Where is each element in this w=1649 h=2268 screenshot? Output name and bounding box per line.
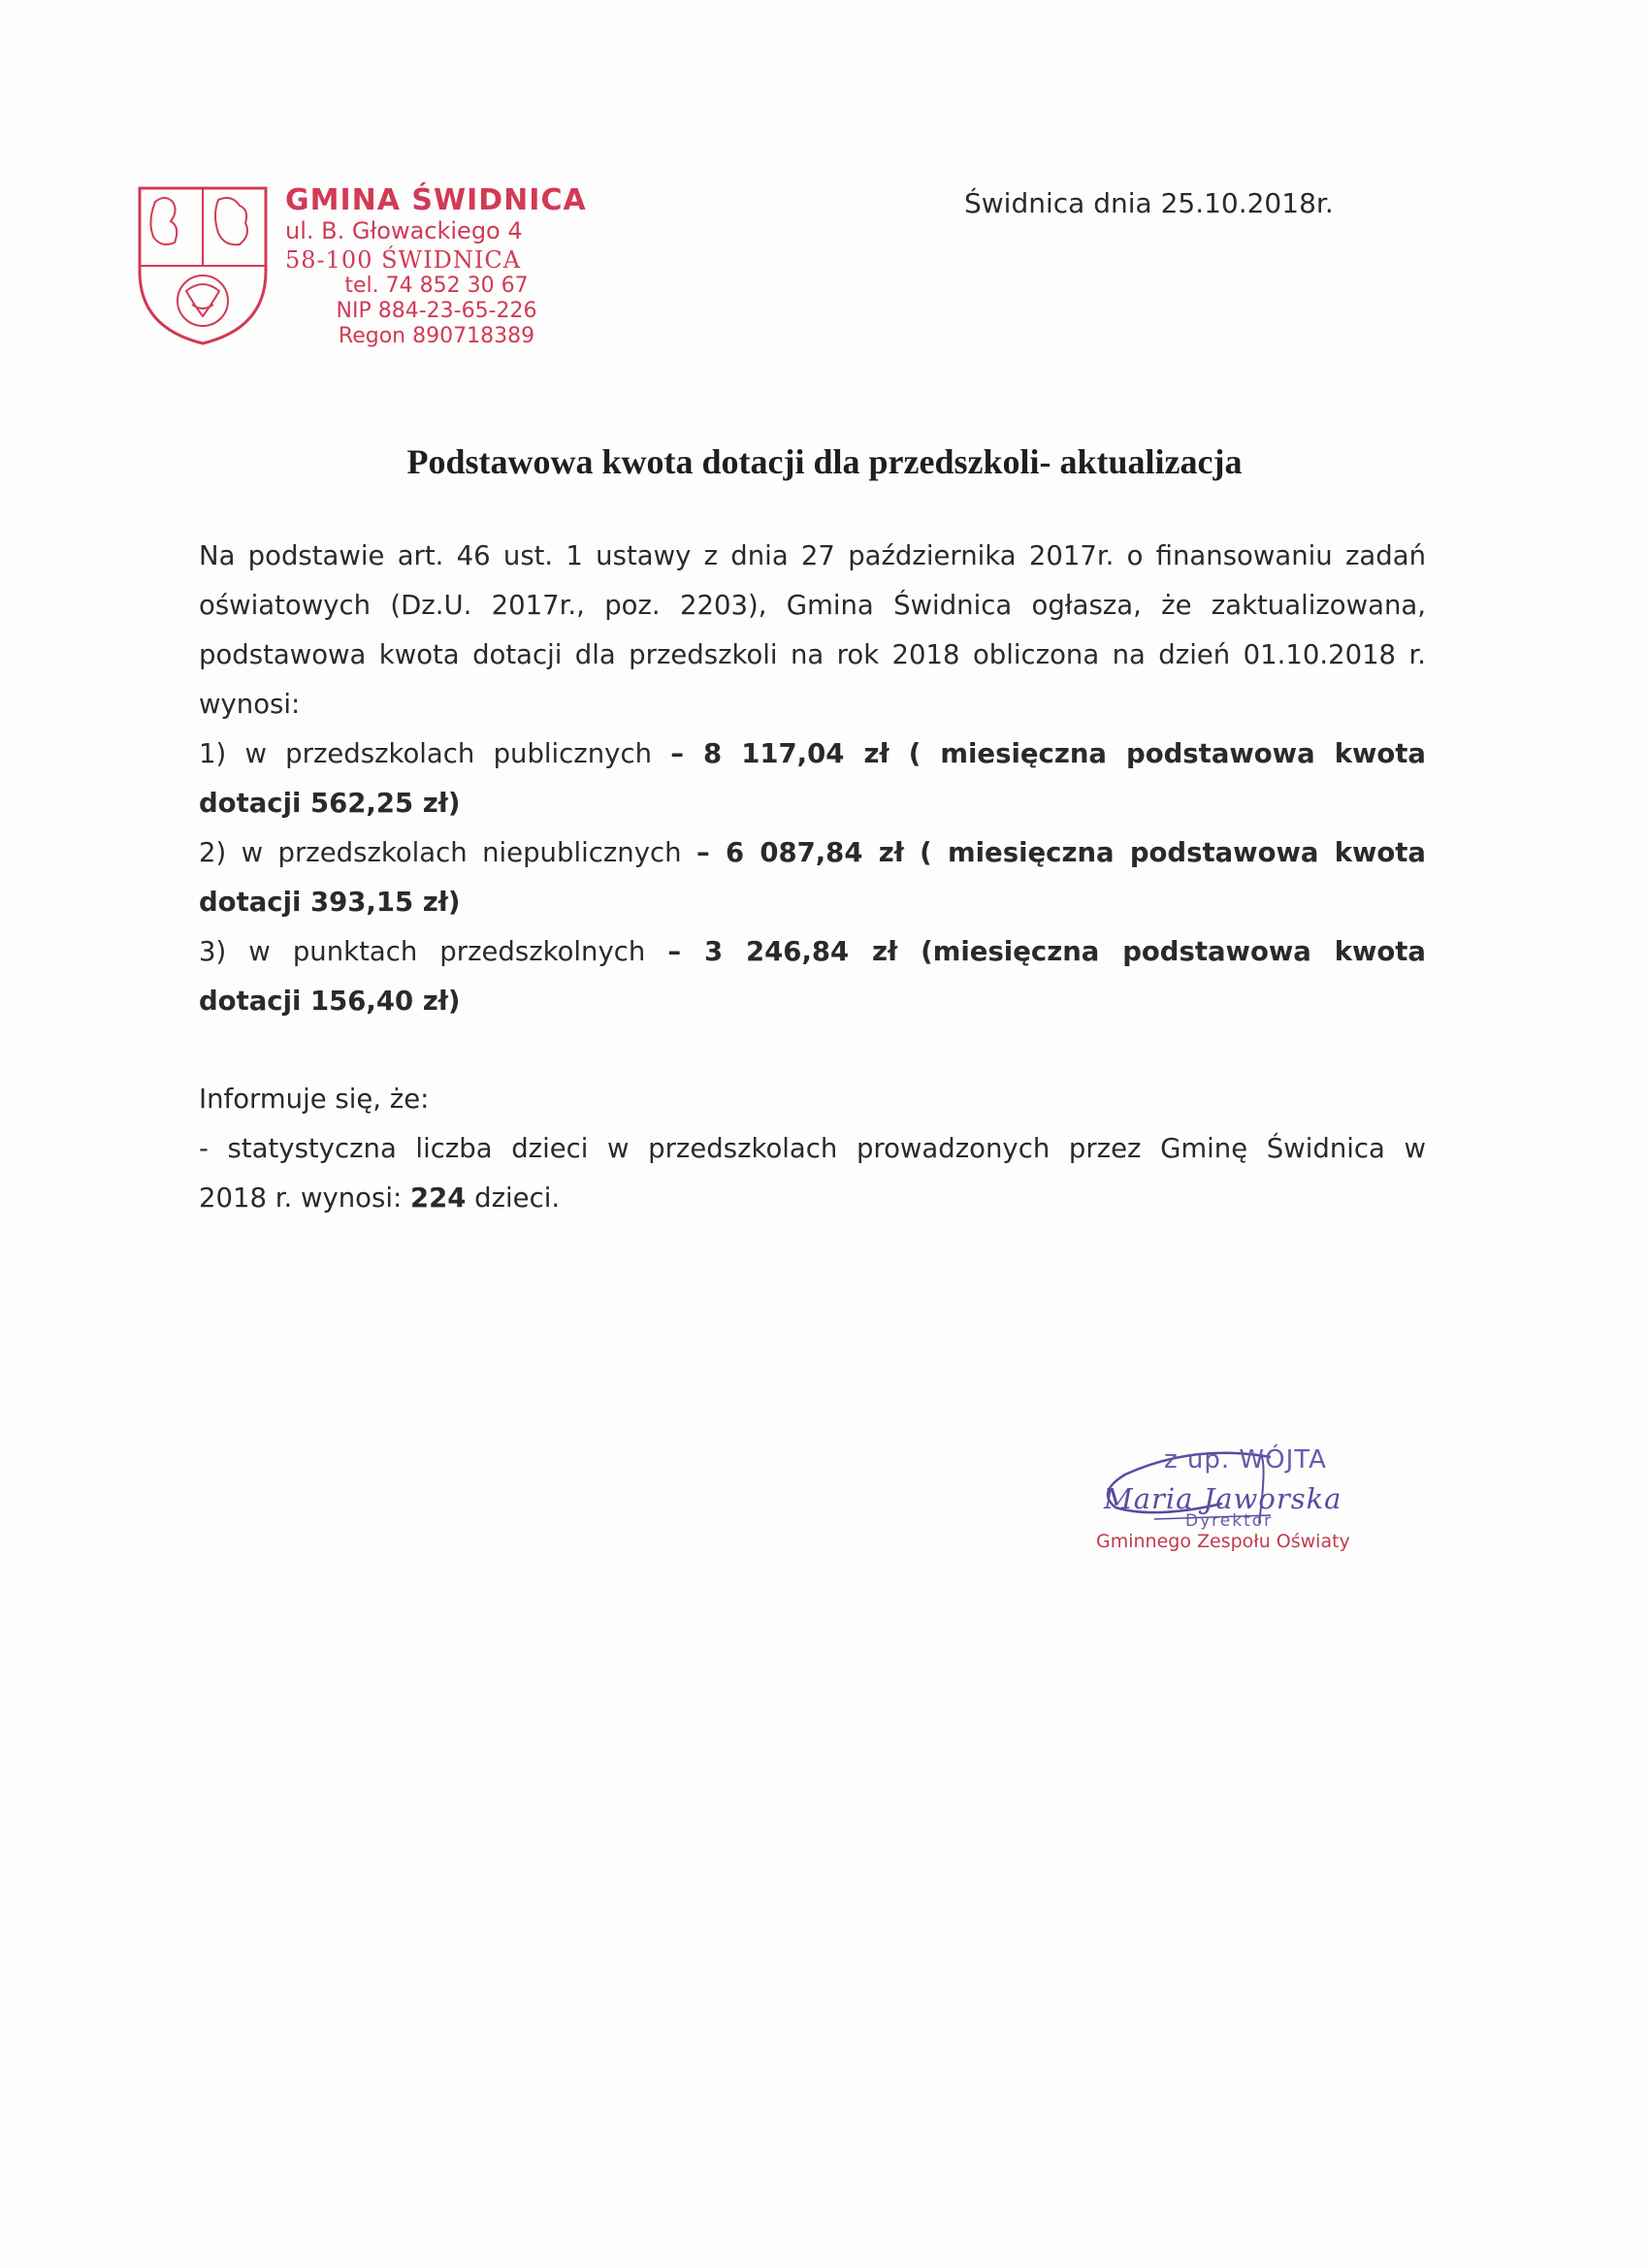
info-line-1: - statystyczna liczba dzieci w przedszkolach prowadzonych przez Gminę Świdnica w [199, 1133, 1426, 1164]
info-line-2-start: 2018 r. wynosi: [199, 1183, 410, 1214]
stamp-line-phone: tel. 74 852 30 67 [344, 274, 529, 298]
stamp-line-city: 58-100 ŚWIDNICA [285, 246, 522, 274]
list-item [199, 927, 1426, 1026]
info-line-2-end: dzieci. [466, 1183, 561, 1214]
municipal-stamp [136, 182, 592, 367]
list-item-amount: – 8 117,04 zł ( miesięczna podstawowa kwota [670, 738, 1426, 769]
intro-line-4: wynosi: [199, 689, 301, 720]
list-item-line-1 [199, 927, 1426, 977]
list-item-monthly: dotacji 562,25 zł) [199, 788, 461, 819]
intro-line-3: podstawowa kwota dotacji dla przedszkoli na rok 2018 obliczona na dzień 01.10.2018 r. [199, 639, 1426, 670]
list-item-line-1 [199, 729, 1426, 779]
signature-organization: Gminnego Zespołu Oświaty [1096, 1531, 1350, 1552]
list-item-monthly: dotacji 393,15 zł) [199, 887, 461, 918]
signature-block [1077, 1436, 1397, 1571]
list-item-line-2 [199, 878, 1426, 927]
signature-name: Maria Jaworska [1104, 1482, 1342, 1515]
info-paragraph [199, 1075, 1426, 1223]
intro-line-2: oświatowych (Dz.U. 2017r., poz. 2203), Gmina Świdnica ogłasza, że zaktualizowana, [199, 590, 1426, 621]
info-line-2 [199, 1174, 1426, 1223]
list-item-prefix: 2) w przedszkolach niepublicznych [199, 837, 682, 868]
list-item-line-2 [199, 977, 1426, 1026]
list-item-prefix: 3) w punktach przedszkolnych [199, 936, 646, 967]
intro-paragraph [199, 532, 1426, 729]
children-count: 224 [410, 1183, 467, 1214]
intro-line-1: Na podstawie art. 46 ust. 1 ustawy z dnia 27 października 2017r. o finansowaniu zadań [199, 540, 1426, 571]
list-item-line-1 [199, 828, 1426, 878]
list-item [199, 828, 1426, 927]
stamp-line-regon: Regon 890718389 [338, 324, 535, 348]
signature-role: Dyrektor [1185, 1511, 1274, 1531]
document-date: Świdnica dnia 25.10.2018r. [964, 187, 1334, 219]
list-item [199, 729, 1426, 828]
list-item-amount: – 3 246,84 zł (miesięczna podstawowa kwota [667, 936, 1426, 967]
stamp-line-name: GMINA ŚWIDNICA [285, 183, 587, 217]
document-title: Podstawowa kwota dotacji dla przedszkoli- aktualizacja [406, 442, 1243, 481]
list-item-prefix: 1) w przedszkolach publicznych [199, 738, 652, 769]
list-item-line-2 [199, 779, 1426, 828]
list-item-monthly: dotacji 156,40 zł) [199, 986, 461, 1017]
info-heading: Informuje się, że: [199, 1084, 430, 1115]
signature-authorization: z up. WÓJTA [1164, 1445, 1327, 1474]
coat-of-arms-icon [136, 182, 272, 347]
stamp-line-nip: NIP 884-23-65-226 [336, 299, 537, 323]
list-item-amount: – 6 087,84 zł ( miesięczna podstawowa kwota [695, 837, 1426, 868]
stamp-line-street: ul. B. Głowackiego 4 [285, 217, 523, 244]
